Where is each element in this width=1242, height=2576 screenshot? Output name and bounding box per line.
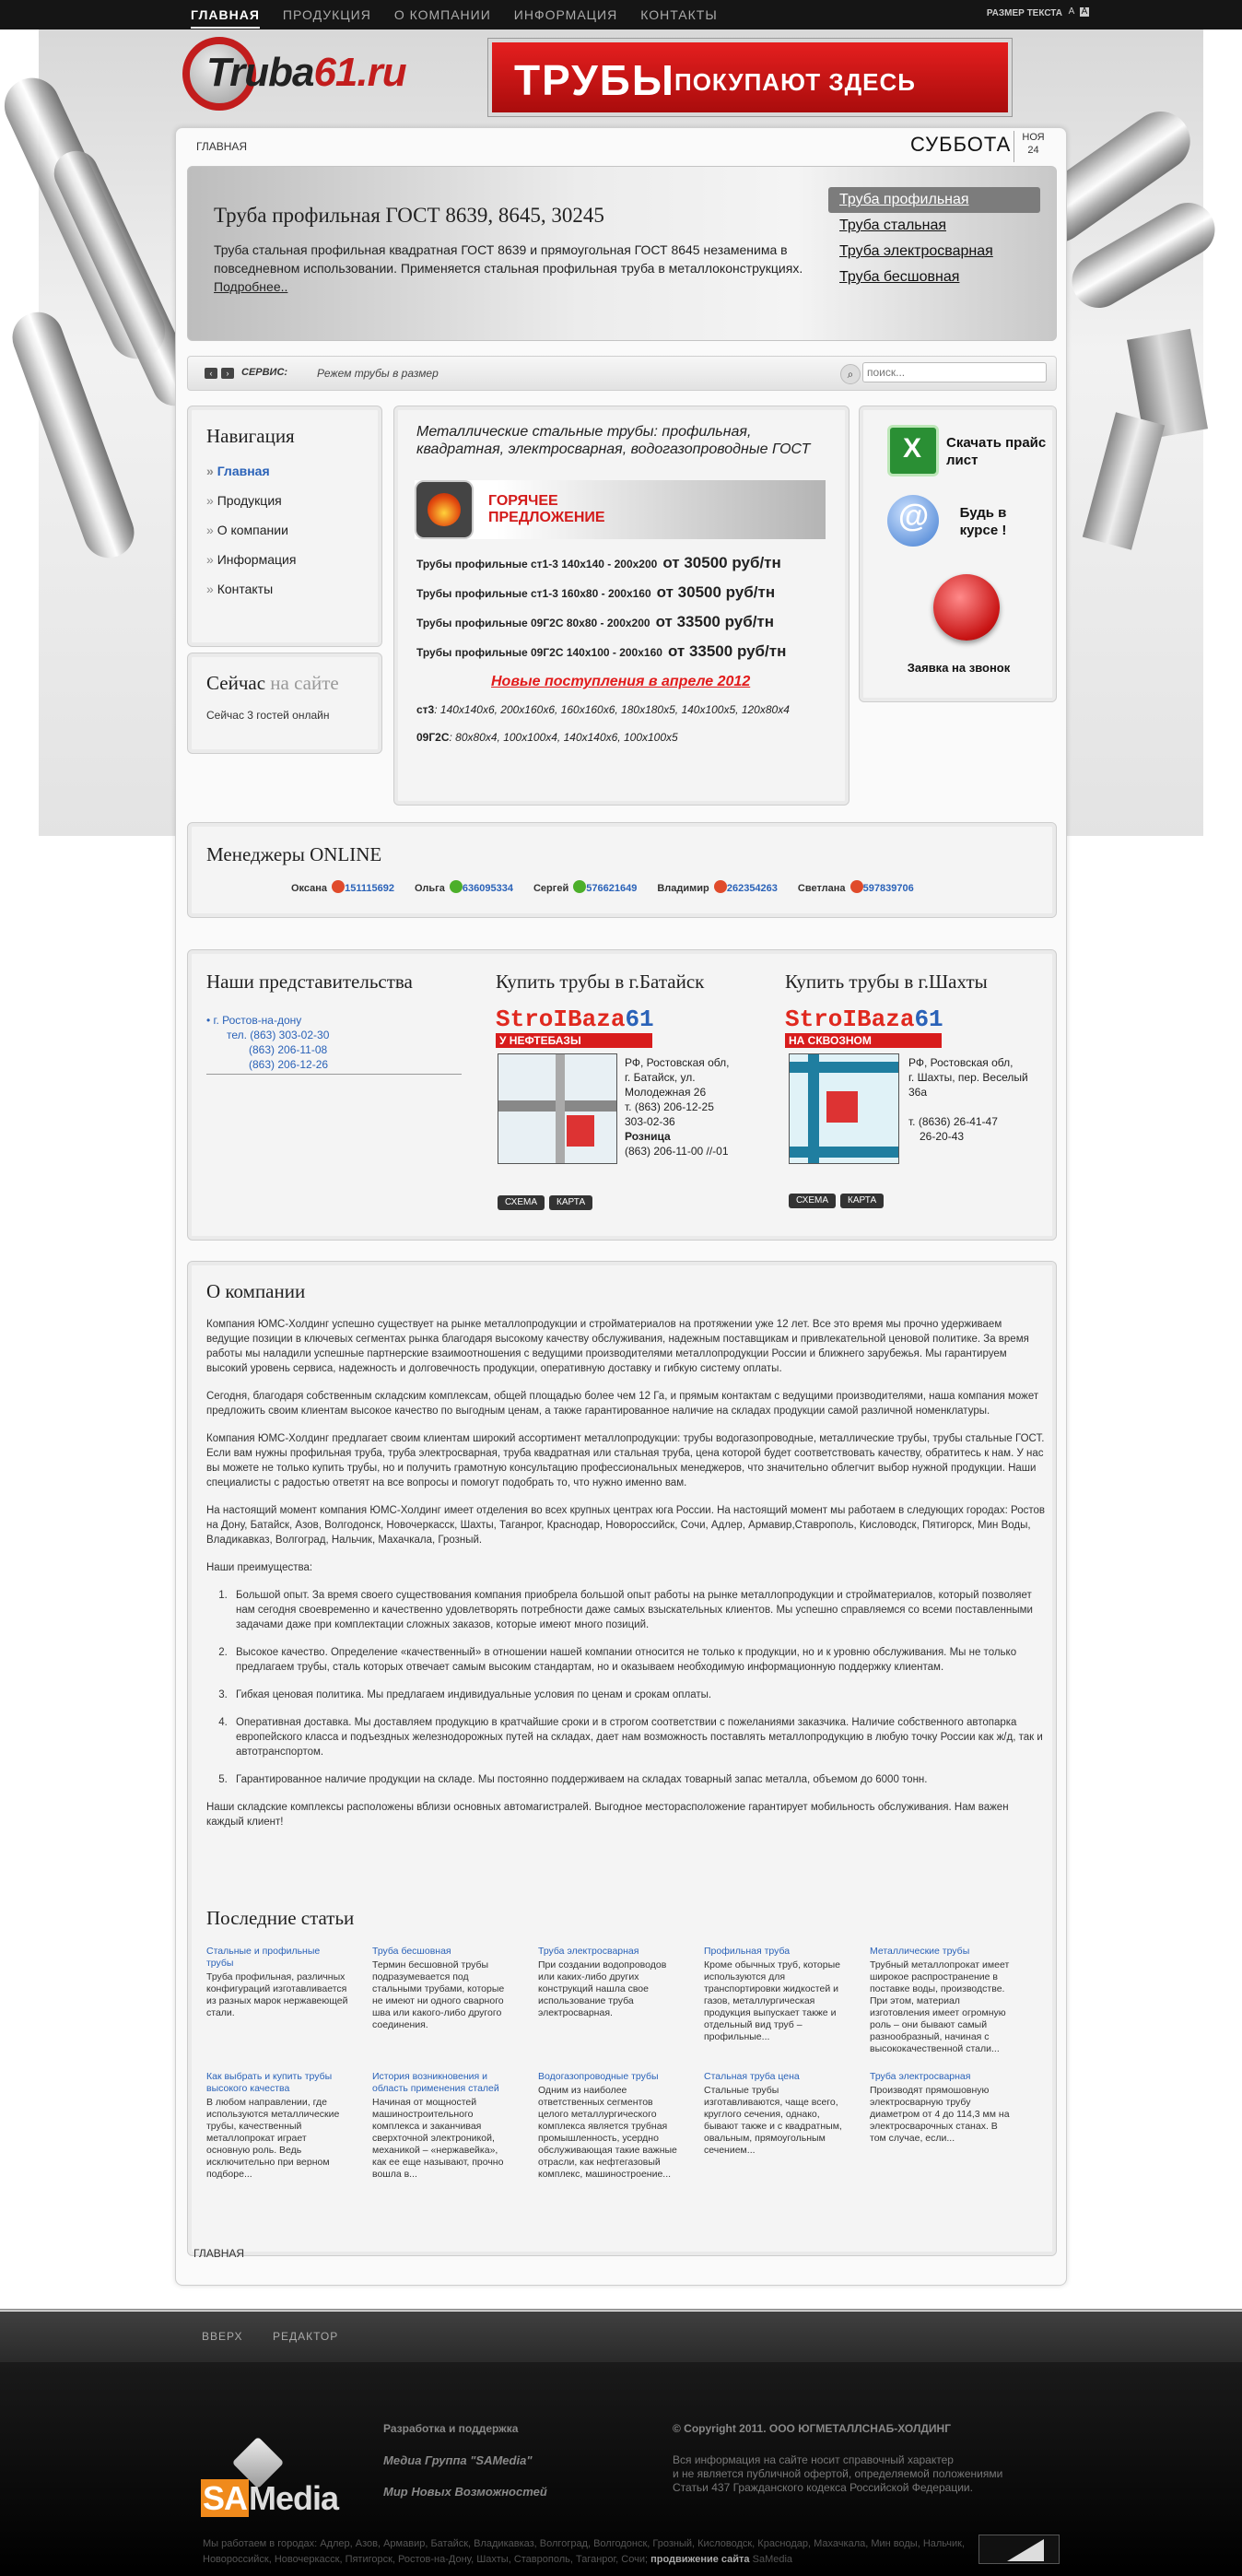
shakhty-scheme-button[interactable]: СХЕМА bbox=[789, 1194, 836, 1208]
top-nav bbox=[191, 7, 718, 29]
download-price-button[interactable]: X Скачать прайс лист bbox=[887, 425, 1053, 480]
topnav-contacts[interactable]: КОНТАКТЫ bbox=[640, 7, 718, 22]
media-group-label: Медиа Группа "SAMedia" bbox=[383, 2453, 533, 2467]
search-input[interactable] bbox=[862, 362, 1047, 382]
icq-status-icon bbox=[573, 880, 586, 893]
hot-offer-banner bbox=[415, 480, 826, 539]
article-item: Водогазопроводные трубы Одним из наиболее ответственных сегментов целого металлургического комплекса является трубная промышленность, усердно обслуживающая такие важные отрасли, как нефтегазовый комплекс, машиностроение... bbox=[538, 2071, 680, 2181]
site-logo[interactable]: Truba61.ru bbox=[182, 35, 451, 116]
bataysk-map[interactable] bbox=[498, 1053, 617, 1164]
text-larger-icon[interactable]: A bbox=[1081, 6, 1088, 17]
copyright: © Copyright 2011. ООО ЮГМЕТАЛЛСНАБ-ХОЛДИНГ bbox=[673, 2422, 952, 2435]
managers-list bbox=[291, 880, 914, 894]
icq-link[interactable]: 597839706 bbox=[862, 883, 914, 894]
about-text: Компания ЮМС-Холдинг успешно существует на рынке металлопродукции и стройматериалов на протяжении уже 12 лет. Все это время мы прочно удерживаем ведущие позиции в ключевых сегментах рынка благодаря высокому качеству обслуживания, надежным поставщикам и привлекательной ценовой политике. За время работы мы наладили успешные партнерские взаимоотношения с ведущими производителями металлопродукции России и ближнего зарубежья. Мы гарантируем высокий уровень сервиса, надежность и долговечность продукции, оперативную доставку и гибкую систему оплаты. Сегодня, благодаря собственным складским комплексам, общей площадью более чем 12 Га, и прямым контактам с ведущими производителями, наша компания может предложить своим клиентам высокое качество по выгодным ценам, а также гарантированное наличие на складах продукции самой различной номенклатуры. Компания ЮМС-Холдинг предлагает своим клиентам широкий ассортимент металлопродукции: трубы водогазопроводные, металлические трубы, трубы стальные ГОСТ. Если вам нужны профильная труба, труба электросварная, труба квадратная или стальная труба, цена которой будет соответствовать качеству, обратитесь к нам. У нас вы можете не только купить трубы, но и получить грамотную консультацию профессиональных менеджеров, что значительно облегчит выбор нужной продукции. Наши специалисты с радостью ответят на все вопросы и помогут подобрать то, что нужно именно вам. На настоящий момент компания ЮМС-Холдинг имеет отделения во всех крупных центрах юга России. На настоящий момент мы работаем в следующих городах: Ростов на Дону, Батайск, Азов, Волгодонск, Новочеркасск, Шахты, Таганрог, Краснодар, Новороссийск, Сочи, Адлер, Армавир,Ставрополь, Кисловодск, Пятигорск, Мин Воды, Владикавказ, Волгоград, Нальчик, Махачкала, Грозный. Наши преимущества: 1. Большой опыт. За время своего существования компания приобрела большой опыт работы на рынке металлопродукции и стройматериалов, который позволяет нам сегодня своевременно и качественно удовлетворять потребности даже самых взыскательных клиентов. Мы успешно справляемся со всеми поставленными задачами даже при комплектации сложных заказов, которые имеют много позиций. 2. Высокое качество. Определение «качественный» в отношении нашей компании относится не только к продукции, но и к уровню обслуживания. Мы не только предлагаем трубы, сталь которых отвечает самым высоким стандартам, но и оказываем необходимую информационную поддержку клиентам. 3. Гибкая ценовая политика. Мы предлагаем индивидуальные условия по ценам и срокам оплаты. 4. Оперативная доставка. Мы доставляем продукцию в кратчайшие сроки и в строгом соответствии с пожеланиями заказчика. Наличие собственного автопарка европейского класса и подъездных железнодорожных путей на складах, дает нам возможность поставлять металлопродукцию в любую точку России как ж/д, так и автотранспортом. 5. Гарантированное наличие продукции на складе. Мы постоянно поддерживаем на складах товарный запас металла, объемом до 6000 тонн. Наши складские комплексы расположены вблизи основных автомагистралей. Выгодное месторасположение гарантирует мобильность обслуживания. Нам важен каждый клиент! bbox=[206, 1317, 1045, 1842]
slogan-label: Мир Новых Возможностей bbox=[383, 2485, 547, 2499]
weekday: СУББОТА bbox=[910, 133, 1012, 156]
manager-item: Оксана 151115692 bbox=[291, 880, 394, 894]
search-icon[interactable]: ⌕ bbox=[840, 364, 861, 384]
visitor-counter[interactable] bbox=[978, 2535, 1060, 2564]
bataysk-map-button[interactable]: КАРТА bbox=[549, 1195, 592, 1210]
phone-icon bbox=[933, 574, 1000, 641]
hero-text: Труба стальная профильная квадратная ГОСТ 8639 и прямоугольная ГОСТ 8645 незаменима в повседневном использовании. Применяется стальная профильная труба в металлоконструкциях. Подробнее.. bbox=[214, 242, 803, 294]
icq-link[interactable]: 636095334 bbox=[462, 883, 513, 894]
online-title: Сейчас на сайте bbox=[206, 672, 339, 694]
topnav-products[interactable]: ПРОДУКЦИЯ bbox=[282, 7, 371, 22]
callback-button[interactable]: Заявка на звонок bbox=[860, 574, 1058, 685]
prev-arrow-icon[interactable]: ‹ bbox=[205, 368, 217, 379]
article-item: Труба электросварная Производят прямошовную электросварную трубу диаметром от 4 до 114,3 мм на электросварочных станах. В том случае, если... bbox=[870, 2071, 1012, 2145]
sizes-09g2s: 09Г2С: 80х80х4, 100х100х4, 140х140х6, 100х100х5 bbox=[416, 731, 678, 744]
managers-panel bbox=[187, 822, 1057, 918]
article-link[interactable]: Металлические трубы bbox=[870, 1946, 970, 1957]
managers-title: Менеджеры ONLINE bbox=[206, 843, 382, 865]
article-item: История возникновения и область применения сталей Начиная от мощностей машиностроительного комплекса и заканчивая сверхточной электроникой, механикой – «нержавейка», как ее еще называют, прочно вошла в... bbox=[372, 2071, 514, 2181]
nav-title: Навигация bbox=[206, 425, 295, 447]
service-bar: ‹ › СЕРВИС: Режем трубы в размер ⌕ поиск... bbox=[187, 356, 1057, 391]
new-arrivals-link[interactable]: Новые поступления в апреле 2012 bbox=[491, 674, 751, 689]
legal-note: Вся информация на сайте носит справочный характер и не является публичной офертой, определяемой положениями Статьи 437 Гражданского кодекса Российской Федерации. bbox=[673, 2453, 1003, 2494]
price-row[interactable]: Трубы профильные 09Г2С 80х80 - 200х200 от 33500 руб/тн bbox=[416, 613, 775, 630]
hot-offer-label: ГОРЯЧЕЕ ПРЕДЛОЖЕНИЕ bbox=[488, 493, 605, 525]
next-arrow-icon[interactable]: › bbox=[221, 368, 234, 379]
bataysk-address: РФ, Ростовская обл, г. Батайск, ул. Молодежная 26 т. (863) 206-12-25 303-02-36 Розница (863) 206-11-00 //-01 bbox=[625, 1056, 730, 1158]
article-link[interactable]: Как выбрать и купить трубы высокого качества bbox=[206, 2071, 333, 2094]
branches-panel: Наши представительства • г. Ростов-на-дону тел. (863) 303-02-30 (863) 206-11-08 (863) 206-12-26 Купить трубы в г.Батайск StroIBaza61 У НЕФТЕБАЗЫ РФ, Ростовская обл, г. Батайск, ул. Молодежная 26 т. (863) 206-12-25 303-02-36 Розница (863) 206-11-00 //-01 СХЕМА КАРТА Купить трубы в г.Шахты StroIBaza61 НА СКВОЗНОМ РФ, Ростовская обл, г. Шахты, пер. Веселый 36а т. (8636) 26-41-47 26-20-43 СХЕМА КАРТА bbox=[187, 949, 1057, 1241]
bataysk-title: Купить трубы в г.Батайск bbox=[496, 970, 705, 993]
icq-status-icon bbox=[450, 880, 463, 893]
header-banner[interactable]: ТРУБЫ ПОКУПАЮТ ЗДЕСЬ bbox=[488, 39, 1012, 116]
topnav-info[interactable]: ИНФОРМАЦИЯ bbox=[513, 7, 618, 22]
footer-bar bbox=[0, 2311, 1242, 2362]
text-size-label: РАЗМЕР ТЕКСТА bbox=[986, 8, 1062, 18]
about-title: О компании bbox=[206, 1280, 306, 1302]
article-link[interactable]: Труба бесшовная bbox=[372, 1946, 451, 1957]
hero-slider bbox=[187, 166, 1057, 341]
hero-more-link[interactable]: Подробнее.. bbox=[214, 279, 288, 294]
article-link[interactable]: Труба электросварная bbox=[870, 2071, 971, 2082]
articles-grid bbox=[206, 1946, 1045, 2241]
icq-status-icon bbox=[850, 880, 863, 893]
nav-item-contacts[interactable]: » Контакты bbox=[206, 582, 296, 611]
articles-title: Последние статьи bbox=[206, 1907, 355, 1929]
topnav-home[interactable]: ГЛАВНАЯ bbox=[191, 7, 260, 29]
shakhty-map-button[interactable]: КАРТА bbox=[840, 1194, 884, 1208]
hero-menu-item-profile[interactable]: Труба профильная bbox=[828, 187, 1040, 213]
date-badge: НОЯ 24 bbox=[1014, 131, 1052, 162]
seo-link[interactable]: продвижение сайта bbox=[650, 2554, 750, 2565]
article-item: Металлические трубы Трубный металлопрокат имеет широкое распространение в поставке воды, производстве. При этом, материал изготовления имеет огромную роль – они бывают самый разнообразный, начиная с высококачественной стали... bbox=[870, 1946, 1012, 2055]
article-item: Труба электросварная При создании водопроводов или каких-либо других конструкций нашла свое использование труба электросварная. bbox=[538, 1946, 680, 2019]
nav-item-info[interactable]: » Информация bbox=[206, 552, 296, 582]
article-item: Стальные и профильные трубы Труба профильная, различных конфигураций изготавливается из разных марок нержавеющей стали. bbox=[206, 1946, 348, 2018]
samedia-logo[interactable]: SAMedia bbox=[201, 2444, 367, 2512]
dev-support-label: Разработка и поддержка bbox=[383, 2422, 519, 2435]
excel-icon bbox=[887, 425, 939, 476]
article-item: Стальная труба цена Стальные трубы изготавливаются, чаще всего, круглого сечения, однако, бывают также и с квадратным, овальным, прямоугольным сечением... bbox=[704, 2071, 846, 2157]
hero-menu-item-steel[interactable]: Труба стальная bbox=[839, 218, 947, 233]
shakhty-title: Купить трубы в г.Шахты bbox=[785, 970, 988, 993]
fire-icon bbox=[415, 480, 474, 539]
hero-title: Труба профильная ГОСТ 8639, 8645, 30245 bbox=[214, 204, 604, 227]
subscribe-button[interactable]: @ Будь в курсе ! bbox=[887, 495, 1053, 550]
price-row[interactable]: Трубы профильные ст1-3 140х140 - 200х200 от 30500 руб/тн bbox=[416, 554, 781, 571]
icq-status-icon bbox=[714, 880, 727, 893]
stroibaza-logo-bataysk: StroIBaza61 bbox=[496, 1006, 654, 1033]
back-to-top-link[interactable]: ВВЕРХ bbox=[202, 2330, 243, 2343]
price-row[interactable]: Трубы профильные 09Г2С 140х100 - 200х160 от 33500 руб/тн bbox=[416, 642, 787, 660]
icq-link[interactable]: 151115692 bbox=[345, 883, 394, 894]
article-link[interactable]: Профильная труба bbox=[704, 1946, 791, 1957]
hero-menu-item-seamless[interactable]: Труба бесшовная bbox=[839, 269, 960, 285]
offers-panel bbox=[393, 406, 849, 806]
article-item: Профильная труба Кроме обычных труб, которые используются для транспортировки жидкостей и газов, металлургическая продукция выпускает также и отдельный вид труб – профильные... bbox=[704, 1946, 846, 2043]
email-icon bbox=[887, 495, 939, 547]
service-ticker[interactable]: Режем трубы в размер bbox=[317, 367, 439, 380]
topnav-about[interactable]: О КОМПАНИИ bbox=[393, 7, 491, 22]
icq-status-icon bbox=[332, 880, 345, 893]
manager-item: Ольга 636095334 bbox=[415, 880, 513, 894]
article-link[interactable]: Труба электросварная bbox=[538, 1946, 639, 1957]
hero-menu-item-electro[interactable]: Труба электросварная bbox=[839, 243, 993, 259]
top-bar bbox=[0, 0, 1242, 29]
nav-item-products[interactable]: » Продукция bbox=[206, 493, 296, 523]
shakhty-address: РФ, Ростовская обл, г. Шахты, пер. Веселый 36а т. (8636) 26-41-47 26-20-43 bbox=[908, 1056, 1028, 1143]
manager-item: Сергей 576621649 bbox=[533, 880, 637, 894]
article-item: Труба бесшовная Термин бесшовной трубы подразумевается под стальными трубами, которые не имеют ни одного сварного шва или какого-либо другого соединения. bbox=[372, 1946, 514, 2031]
article-link[interactable]: Стальные и профильные трубы bbox=[206, 1946, 321, 1969]
online-count: Сейчас 3 гостей онлайн bbox=[206, 709, 330, 722]
branches-title: Наши представительства bbox=[206, 970, 413, 993]
online-now-panel bbox=[187, 653, 382, 754]
icq-link[interactable]: 262354263 bbox=[726, 883, 778, 894]
icq-link[interactable]: 576621649 bbox=[586, 883, 638, 894]
shakhty-map[interactable] bbox=[789, 1053, 899, 1164]
cities-list: Мы работаем в городах: Адлер, Азов, Армавир, Батайск, Владикавказ, Волгоград, Волгодонск, Грозный, Кисловодск, Краснодар, Махачкала, Мин воды, Нальчик, Новороссийск, Новочеркасск, Пятигорск, Ростов-на-Дону, Шахты, Ставрополь, Таганрог, Сочи; продвижение сайта SaMedia bbox=[203, 2538, 966, 2565]
branch-rostov[interactable]: • г. Ростов-на-дону тел. (863) 303-02-30 (863) 206-11-08 (863) 206-12-26 bbox=[206, 1013, 462, 1075]
hero-menu bbox=[828, 187, 1040, 290]
actions-panel bbox=[859, 406, 1057, 702]
price-row[interactable]: Трубы профильные ст1-3 160х80 - 200х160 от 30500 руб/тн bbox=[416, 583, 776, 601]
manager-item: Владимир 262354263 bbox=[657, 880, 778, 894]
offers-title: Металлические стальные трубы: профильная, квадратная, электросварная, водогазопроводные ГОСТ bbox=[416, 424, 811, 457]
editor-link[interactable]: РЕДАКТОР bbox=[273, 2330, 339, 2343]
article-item: Как выбрать и купить трубы высокого качества В любом направлении, где используются металлические трубы, качественный металлопрокат играет основную роль. Ведь исключительно при верном подборе... bbox=[206, 2071, 348, 2181]
navigation-panel bbox=[187, 406, 382, 647]
search-box bbox=[840, 362, 1049, 384]
article-link[interactable]: История возникновения и область применения сталей bbox=[372, 2071, 499, 2094]
article-link[interactable]: Водогазопроводные трубы bbox=[538, 2071, 659, 2082]
article-link[interactable]: Стальная труба цена bbox=[704, 2071, 800, 2082]
bataysk-scheme-button[interactable]: СХЕМА bbox=[498, 1195, 545, 1210]
nav-item-home[interactable]: » Главная bbox=[206, 464, 296, 493]
text-smaller-icon[interactable]: A bbox=[1068, 6, 1075, 17]
stroibaza-logo-shakhty: StroIBaza61 bbox=[785, 1006, 943, 1033]
sizes-st3: ст3: 140х140х6, 200х160х6, 160х160х6, 180х180х5, 140х100х5, 120х80х4 bbox=[416, 703, 790, 716]
breadcrumb[interactable]: ГЛАВНАЯ bbox=[196, 140, 248, 153]
about-panel bbox=[187, 1261, 1057, 2256]
bottom-breadcrumb[interactable]: ГЛАВНАЯ bbox=[193, 2247, 245, 2260]
manager-item: Светлана 597839706 bbox=[798, 880, 914, 894]
nav-item-about[interactable]: » О компании bbox=[206, 523, 296, 552]
